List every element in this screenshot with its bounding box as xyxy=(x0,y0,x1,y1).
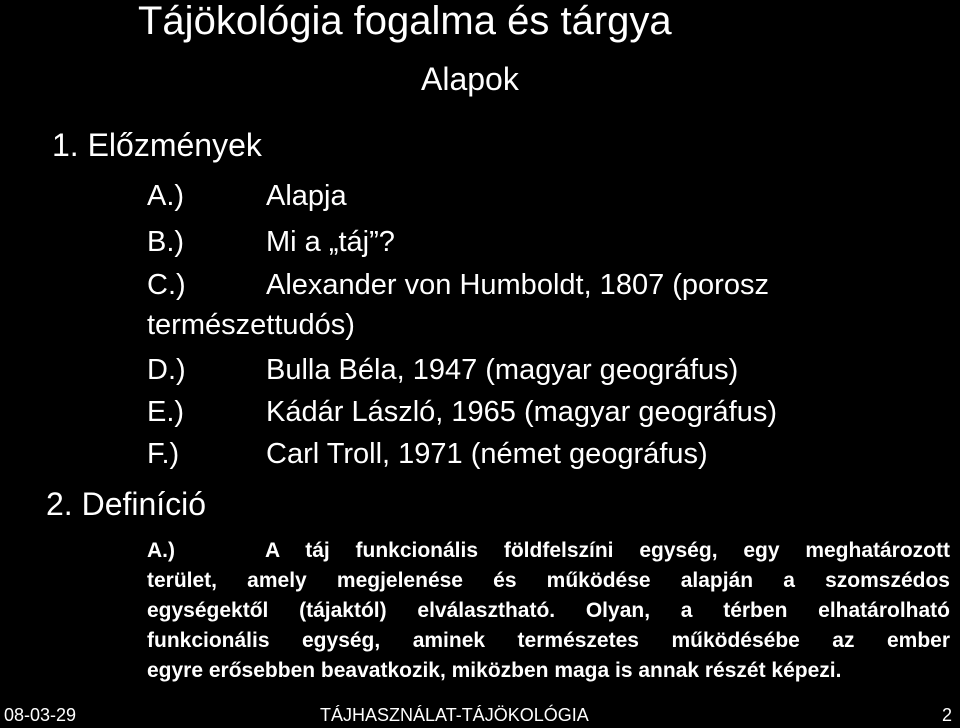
definition-line-1 xyxy=(147,536,950,566)
list-item-text: Mi a „táj”? xyxy=(266,226,395,258)
definition-line-2: terület, amely megjelenése és működése alapján a szomszédos xyxy=(147,569,950,592)
list-item-text: Alapja xyxy=(266,180,347,212)
definition-line-5: egyre erősebben beavatkozik, miközben maga is annak részét képezi. xyxy=(147,659,842,682)
list-item-letter: D.) xyxy=(147,354,186,386)
list-item-text: Bulla Béla, 1947 (magyar geográfus) xyxy=(266,354,739,386)
list-item-text: Alexander von Humboldt, 1807 (porosz xyxy=(266,269,769,301)
footer-title: TÁJHASZNÁLAT-TÁJÖKOLÓGIA xyxy=(320,705,589,725)
list-item-text: Carl Troll, 1971 (német geográfus) xyxy=(266,438,708,470)
definition-line-4: funkcionális egység, aminek természetes működésébe az ember xyxy=(147,629,950,652)
list-item-continuation: természettudós) xyxy=(147,309,355,341)
list-item-text: Kádár László, 1965 (magyar geográfus) xyxy=(266,396,778,428)
footer-page-number: 2 xyxy=(941,705,952,725)
slide-subtitle: Alapok xyxy=(421,61,519,97)
list-item-letter: F.) xyxy=(147,438,180,470)
definition-line-3: egységektől (tájaktól) elválasztható. Olyan, a térben elhatárolható xyxy=(147,599,950,622)
slide-title: Tájökológia fogalma és tárgya xyxy=(138,0,672,43)
footer-date: 08-03-29 xyxy=(4,705,77,725)
definition-text: A táj funkcionális földfelszíni egység, egy meghatározott xyxy=(265,539,950,562)
list-item-letter: A.) xyxy=(147,180,185,212)
definition-letter: A.) xyxy=(147,539,175,562)
section-heading-definicio: 2. Definíció xyxy=(46,486,207,522)
section-heading-elozmenyek: 1. Előzmények xyxy=(52,127,262,163)
definition-paragraph xyxy=(147,536,950,686)
list-item-letter: B.) xyxy=(147,226,185,258)
list-item-letter: E.) xyxy=(147,396,185,428)
list-item-letter: C.) xyxy=(147,269,186,301)
